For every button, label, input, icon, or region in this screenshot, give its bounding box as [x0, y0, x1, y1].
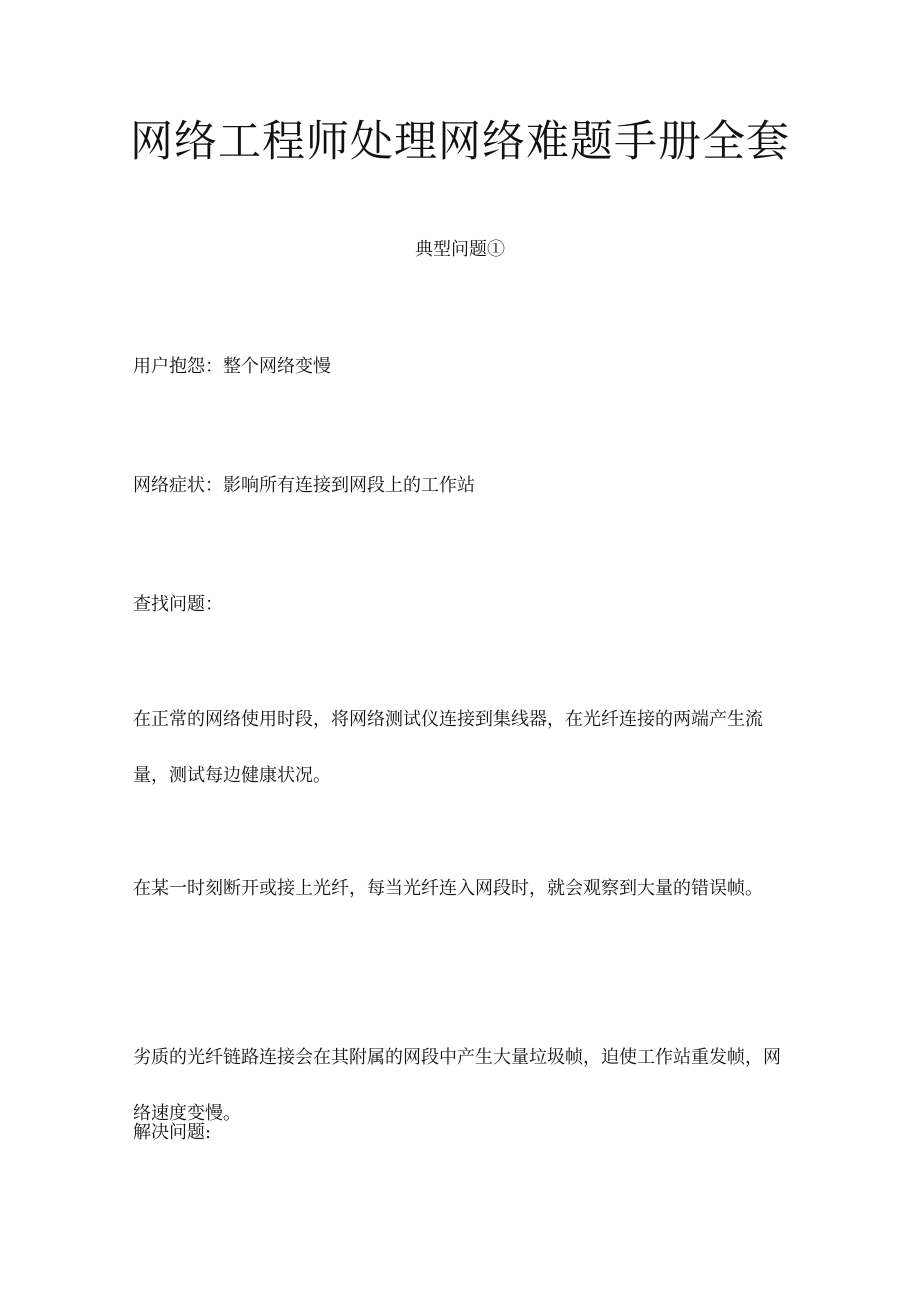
network-symptom: 网络症状：影响所有连接到网段上的工作站 — [133, 475, 475, 496]
user-complaint: 用户抱怨：整个网络变慢 — [133, 356, 331, 377]
find-problem-heading: 查找问题： — [133, 594, 223, 615]
body-paragraph: 在某一时刻断开或接上光纤，每当光纤连入网段时，就会观察到大量的错误帧。 — [133, 878, 763, 899]
body-paragraph: 在正常的网络使用时段，将网络测试仪连接到集线器，在光纤连接的两端产生流量，测试每边健康状况。 — [133, 709, 763, 786]
document-title: 网络工程师处理网络难题手册全套 — [130, 117, 790, 167]
solve-problem-heading: 解决问题: — [133, 1122, 212, 1143]
body-paragraph: 劣质的光纤链路连接会在其附属的网段中产生大量垃圾帧，迫使工作站重发帧，网络速度变慢。 — [133, 1047, 781, 1124]
document-subtitle: 典型问题① — [415, 239, 505, 260]
